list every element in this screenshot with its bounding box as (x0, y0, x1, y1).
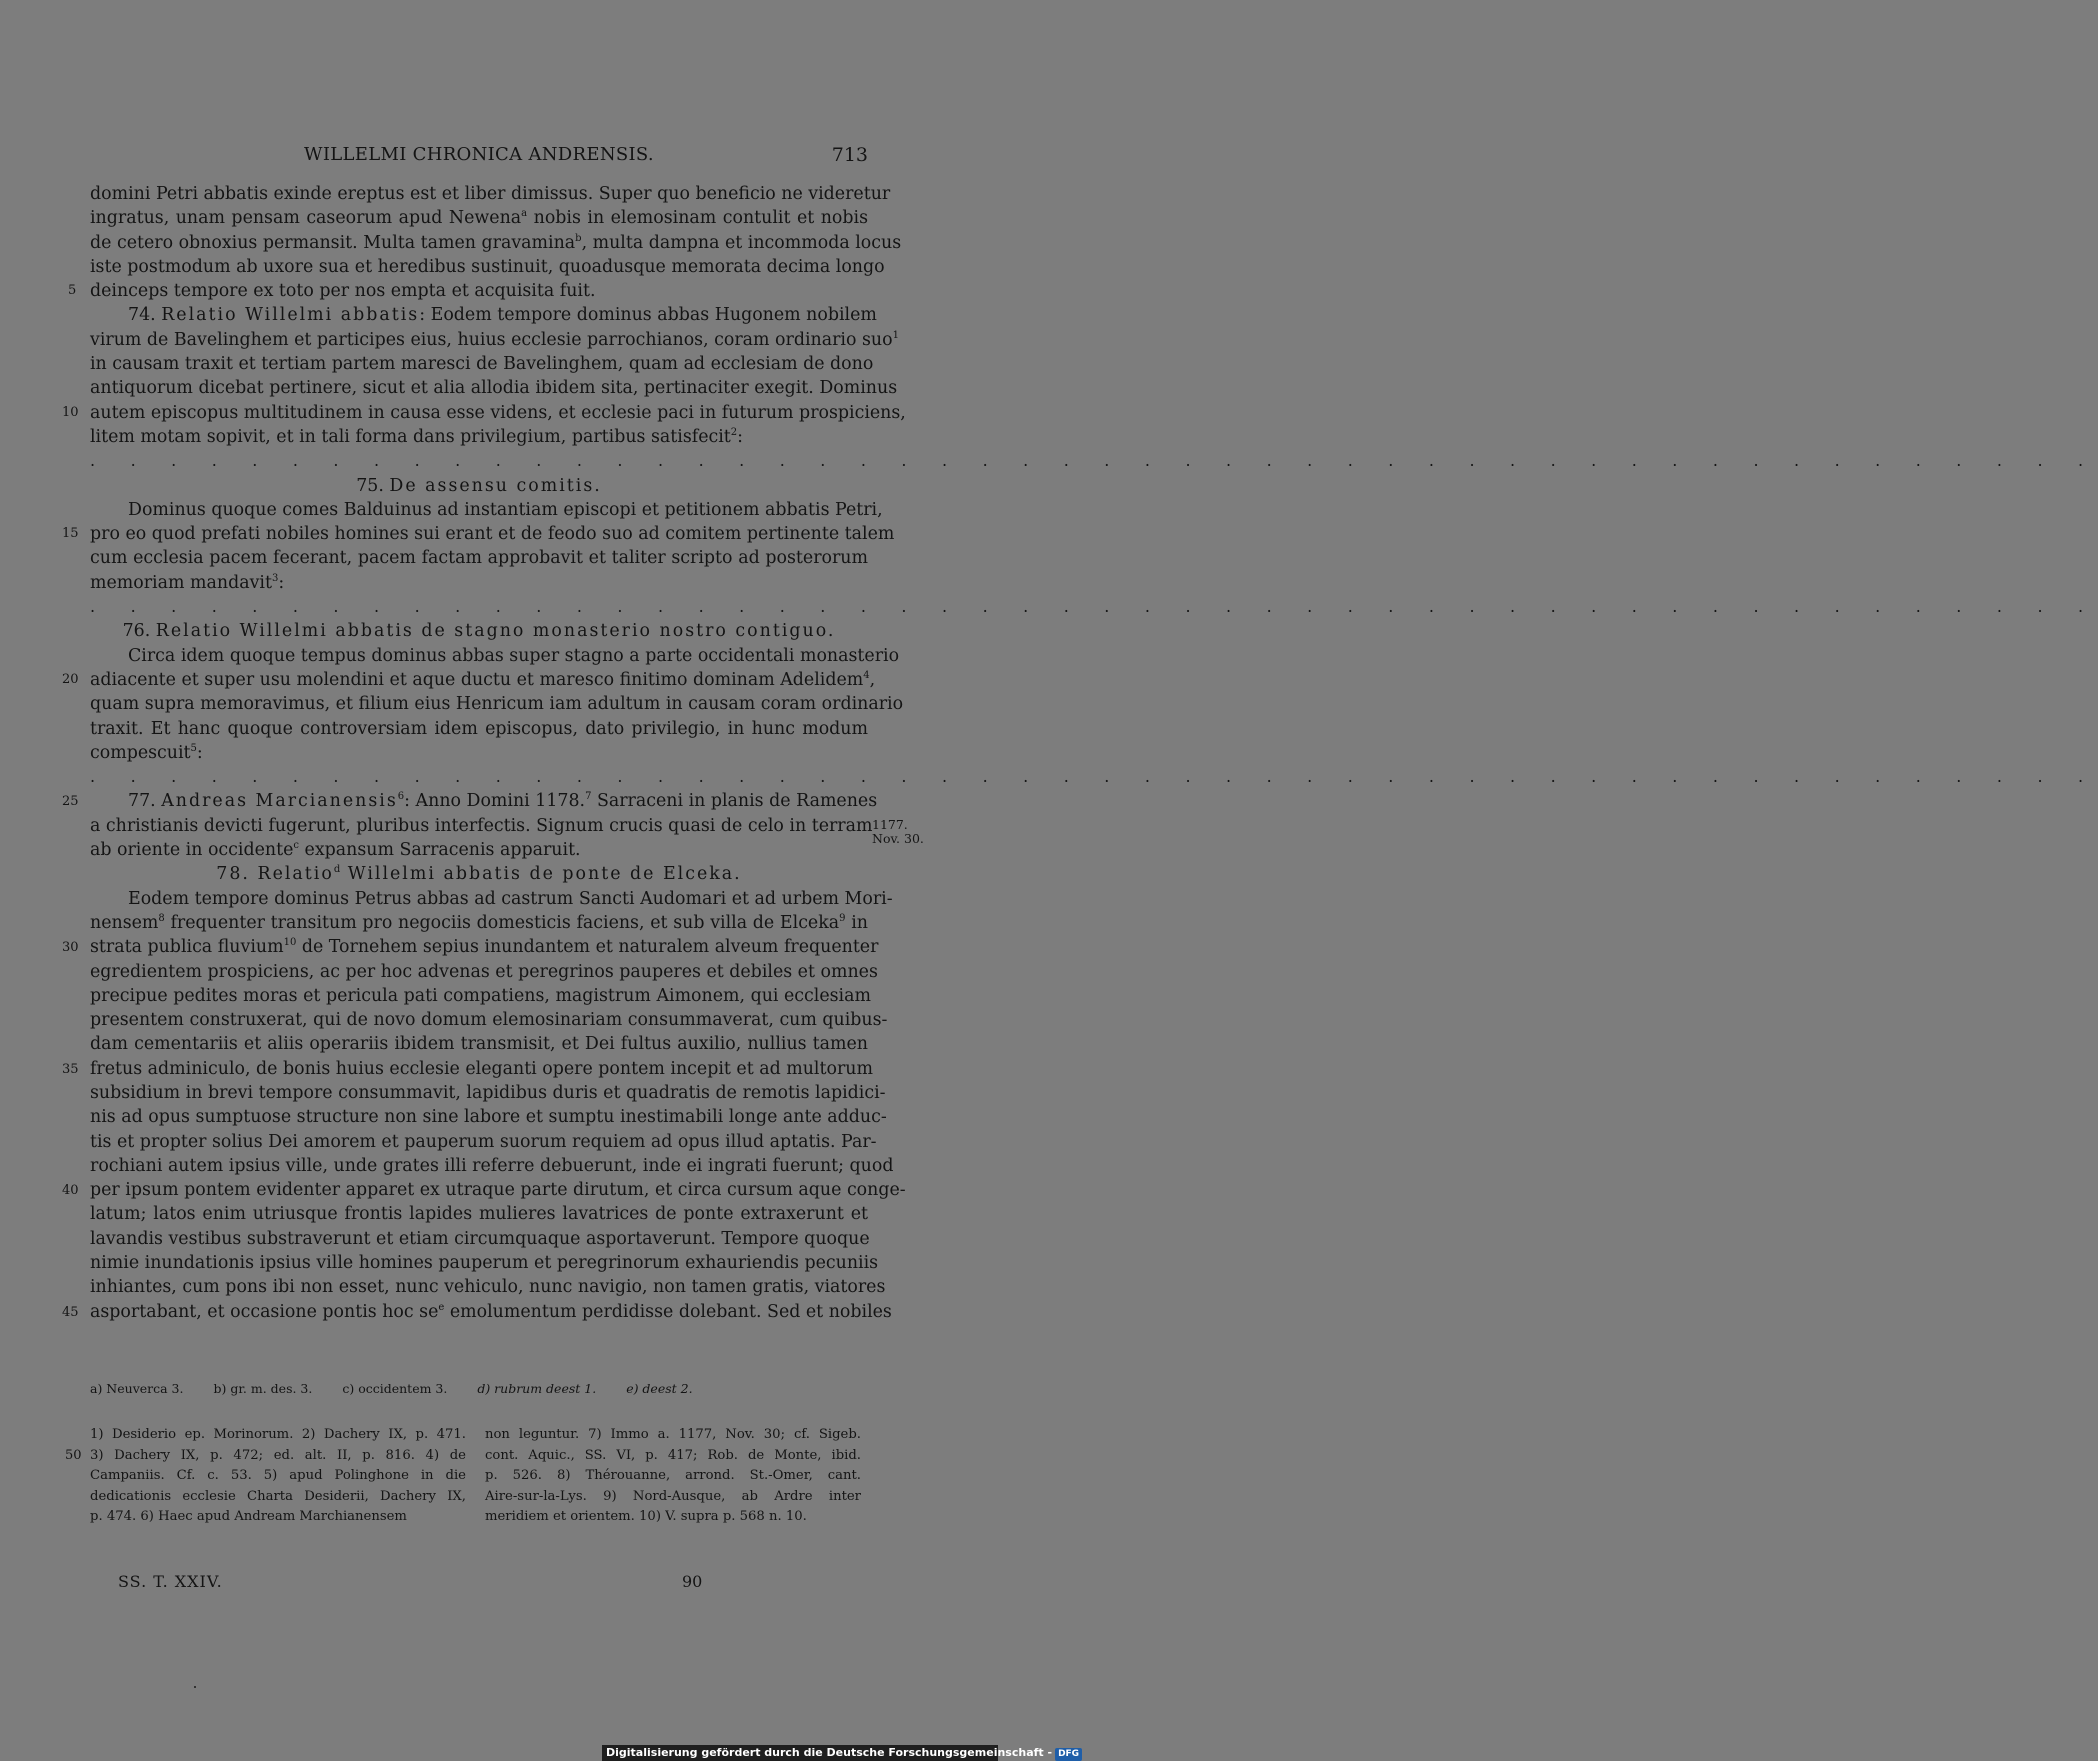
footnote-line: 1) Desiderio ep. Morinorum. 2) Dachery IX, p. 471. (90, 1427, 466, 1442)
text-span: , multa dampna et incommoda locus (581, 232, 902, 253)
text-span: : Eodem tempore dominus abbas Hugonem nobilem (419, 305, 877, 326)
volume-signature: SS. T. XXIV. (118, 1572, 223, 1591)
text-line: per ipsum pontem evidenter apparet ex utraque parte dirutum, et circa cursum aque conge- (90, 1180, 906, 1201)
text-span: nobis in elemosinam contulit et nobis (527, 208, 868, 229)
apparatus-note: c) occidentem 3. (342, 1381, 448, 1396)
section-78 (90, 862, 906, 1324)
section-number: 76. (122, 621, 151, 642)
line-number: 50 (65, 1447, 82, 1463)
running-title: WILLELMI CHRONICA ANDRENSIS. (304, 144, 654, 165)
ellipsis-line: . . . . . . . . . . . . . . . . . . . . . . . . . . . . . . . . . . . . . . . . . . . . . . . . . . (90, 597, 2098, 617)
text-line: nimie inundationis ipsius ville homines pauperum et peregrinorum exhauriendis pecuniis (90, 1253, 879, 1274)
text-span: nensem (90, 912, 159, 933)
text-span: : Anno Domini 1178. (404, 791, 586, 812)
text-line: subsidium in brevi tempore consummavit, lapidibus duris et quadratis de remotis lapidici- (90, 1082, 886, 1103)
footnote-ref: 2 (730, 427, 738, 439)
heading-label: Willelmi abbatis de ponte de Elceka. (340, 864, 742, 885)
footnote-line: p. 474. 6) Haec apud Andream Marchianensem (90, 1509, 407, 1524)
text-line: presentem construxerat, qui de novo domum elemosinariam consummaverat, cum quibus- (90, 1010, 888, 1031)
footnote-ref: 10 (283, 937, 297, 949)
text-line: fretus adminiculo, de bonis huius ecclesie eleganti opere pontem incepit et ad multorum (90, 1058, 873, 1079)
line-number: 5 (68, 283, 77, 298)
footnote-ref: 3 (271, 572, 279, 584)
text-span: de cetero obnoxius permansit. Multa tamen gravamina (90, 232, 576, 253)
text-span: ab oriente in occidente (90, 840, 294, 861)
text-span: : (196, 742, 203, 763)
text-span: expansum Sarracenis apparuit. (299, 840, 581, 861)
text-line (90, 741, 868, 765)
digitization-credit (602, 1745, 1080, 1761)
text-line (90, 571, 868, 595)
text-span: frequenter transitum pro negociis domesticis faciens, et sub villa de Elceka (164, 912, 840, 933)
footnote-ref: a (521, 208, 528, 220)
text-line: autem episcopus multitudinem in causa esse videns, et ecclesie paci in futurum prospiciens, (90, 402, 906, 423)
footnote-line: cont. Aquic., SS. VI, p. 417; Rob. de Monte, ibid. (485, 1447, 861, 1463)
text-line (90, 1300, 892, 1324)
footnote-line: p. 526. 8) Thérouanne, arrond. St.-Omer, cant. (485, 1468, 861, 1483)
page-header (90, 144, 868, 172)
heading-label: 78. Relatio (216, 864, 334, 885)
footnote-ref: d (333, 864, 341, 876)
text-line (90, 668, 876, 692)
text-line: antiquorum dicebat pertinere, sicut et alia allodia ibidem sita, pertinaciter exegit. Dominus (90, 378, 898, 399)
text-span: virum de Bavelinghem et participes eius, huius ecclesie parrochianos, coram ordinario suo (90, 329, 893, 350)
text-line: dam cementariis et aliis operariis ibidem transmisit, et Dei fultus auxilio, nullius tamen (90, 1034, 868, 1055)
heading-label: De assensu comitis. (389, 475, 602, 496)
dfg-logo-icon: DFG (1055, 1748, 1082, 1761)
text-span: adiacente et super usu molendini et aque ductu et maresco finitimo dominam Adelidem (90, 669, 864, 690)
footnote-ref: c (293, 840, 299, 852)
margin-year: 1177. (872, 817, 908, 832)
text-span: : (737, 426, 744, 447)
footnote-ref: 9 (839, 913, 846, 925)
section-number: 75. (356, 475, 384, 496)
text-line (90, 231, 902, 255)
text-line: iste postmodum ab uxore sua et heredibus sustinuit, quoadusque memorata decima longo (90, 256, 885, 277)
text-line: quam supra memoravimus, et filium eius Henricum iam adultum in causam coram ordinario (90, 694, 904, 715)
footnote-line: meridiem et orientem. 10) V. supra p. 568 n. 10. (485, 1509, 807, 1524)
apparatus-note: d) rubrum deest 1. (477, 1381, 597, 1396)
line-number: 15 (62, 526, 79, 541)
text-span: compescuit (90, 742, 191, 763)
text-line (90, 328, 899, 352)
section-76 (90, 619, 2098, 789)
text-span: asportabant, et occasione pontis hoc se (90, 1301, 439, 1322)
text-line: inhiantes, cum pons ibi non esset, nunc vehiculo, nunc navigio, non tamen gratis, viatores (90, 1277, 886, 1298)
text-line (90, 838, 868, 862)
text-span: de Tornehem sepius inundantem et naturalem alveum frequenter (296, 937, 879, 958)
text-line: lavandis vestibus substraverunt et etiam circumquaque asportaverunt. Tempore quoque (90, 1228, 870, 1249)
page-number: 713 (831, 144, 868, 166)
line-number: 30 (62, 940, 79, 955)
text-line (90, 206, 868, 230)
footnote-ref: 6 (397, 791, 405, 803)
footnote-column-left (90, 1425, 466, 1528)
text-line: deinceps tempore ex toto per nos empta et acquisita fuit. (90, 281, 596, 302)
text-span: strata publica fluvium (90, 937, 284, 958)
text-line: rochiani autem ipsius ville, unde grates illi referre debuerunt, inde ei ingrati fuerunt; quod (90, 1155, 894, 1176)
footnote-ref: b (575, 232, 582, 244)
section-74 (90, 303, 2098, 473)
heading-label: Relatio Willelmi abbatis de stagno monasterio nostro contiguo. (155, 621, 836, 642)
section-75 (90, 474, 2098, 620)
text-span: in (845, 912, 868, 933)
line-number: 25 (62, 794, 79, 809)
text-line: nis ad opus sumptuose structure non sine labore et sumptu inestimabili longe ante adduc- (90, 1107, 887, 1128)
text-span: emolumentum perdidisse dolebant. Sed et nobiles (449, 1301, 892, 1322)
text-line: a christianis devicti fugerunt, pluribus interfectis. Signum crucis quasi de celo in terram (90, 815, 873, 836)
apparatus-note: b) gr. m. des. 3. (213, 1381, 313, 1396)
footnote-line: Campaniis. Cf. c. 53. 5) apud Polinghone in die (90, 1468, 466, 1483)
footnote-ref: 1 (892, 329, 899, 341)
text-line: precipue pedites moras et pericula pati compatiens, magistrum Aimonem, qui ecclesiam (90, 985, 871, 1006)
text-line (90, 911, 868, 935)
text-line (90, 935, 879, 959)
text-span: , (869, 669, 876, 690)
section-heading: Relatio Willelmi abbatis (161, 305, 420, 326)
text-line (90, 303, 877, 327)
text-span: litem motam sopivit, et in tali forma dans privilegium, partibus satisfecit (90, 426, 731, 447)
line-number: 10 (62, 405, 79, 420)
footnote-ref: e (438, 1301, 445, 1313)
line-number: 20 (62, 672, 79, 687)
footnote-line: Aire-sur-la-Lys. 9) Nord-Ausque, ab Ardre inter (485, 1488, 861, 1504)
section-heading (90, 619, 868, 643)
text-line: latum; latos enim utriusque frontis lapides mulieres lavatrices de ponte extraxerunt et (90, 1204, 868, 1225)
footnote-column-right (485, 1425, 861, 1528)
critical-apparatus (90, 1381, 868, 1396)
sheet-number: 90 (682, 1572, 703, 1591)
footnote-ref: 5 (190, 743, 197, 755)
text-span: : (278, 572, 285, 593)
footnote-ref: 8 (158, 913, 165, 925)
text-span: Sarraceni in planis de Ramenes (591, 791, 878, 812)
scan-speck (194, 1686, 196, 1688)
line-number: 45 (62, 1305, 79, 1320)
text-line: Circa idem quoque tempus dominus abbas super stagno a parte occidentali monasterio (128, 645, 900, 666)
text-line (90, 789, 878, 813)
apparatus-note: a) Neuverca 3. (90, 1381, 184, 1396)
text-line: Dominus quoque comes Balduinus ad instantiam episcopi et petitionem abbatis Petri, (128, 499, 883, 520)
section-heading: Andreas Marcianensis (161, 791, 398, 812)
ellipsis-line: . . . . . . . . . . . . . . . . . . . . . . . . . . . . . . . . . . . . . . . . . . . . . . . . . . (90, 767, 2098, 787)
paragraph-continuation (90, 182, 902, 303)
margin-date: Nov. 30. (872, 831, 924, 846)
section-number: 77. (128, 791, 156, 812)
text-span: memoriam mandavit (90, 572, 272, 593)
credit-text: Digitalisierung gefördert durch die Deutsche Forschungsgemeinschaft - (606, 1746, 1053, 1759)
text-line: egredientem prospiciens, ac per hoc advenas et peregrinos pauperes et debiles et omnes (90, 961, 878, 982)
text-line: in causam traxit et tertiam partem maresci de Bavelinghem, quam ad ecclesiam de dono (90, 354, 874, 375)
footnote-line: 3) Dachery IX, p. 472; ed. alt. II, p. 816. 4) de (90, 1447, 466, 1463)
text-line: traxit. Et hanc quoque controversiam idem episcopus, dato privilegio, in hunc modum (90, 718, 868, 739)
section-number: 74. (128, 305, 156, 326)
footnote-ref: 4 (863, 670, 870, 682)
text-line: domini Petri abbatis exinde ereptus est et liber dimissus. Super quo beneficio ne videretur (90, 184, 891, 204)
text-line: tis et propter solius Dei amorem et pauperum suorum requiem ad opus illud aptatis. Par- (90, 1131, 877, 1152)
section-77 (90, 789, 878, 862)
footnote-line: dedicationis ecclesie Charta Desiderii, Dachery IX, (90, 1488, 466, 1504)
text-line (90, 425, 868, 449)
footnote-line: non leguntur. 7) Immo a. 1177, Nov. 30; cf. Sigeb. (485, 1427, 861, 1442)
section-heading (90, 862, 868, 886)
section-heading (90, 474, 868, 498)
line-number: 35 (62, 1062, 79, 1077)
ellipsis-line: . . . . . . . . . . . . . . . . . . . . . . . . . . . . . . . . . . . . . . . . . . . . . . . . . . (90, 451, 2098, 471)
apparatus-note: e) deest 2. (626, 1381, 693, 1396)
margin-date-note (872, 818, 924, 846)
text-line: Eodem tempore dominus Petrus abbas ad castrum Sancti Audomari et ad urbem Mori- (128, 888, 893, 909)
text-line: pro eo quod prefati nobiles homines sui erant et de feodo suo ad comitem pertinente talem (90, 524, 895, 545)
text-span: ingratus, unam pensam caseorum apud Newena (90, 208, 522, 229)
line-number: 40 (62, 1183, 79, 1198)
footnote-ref: 7 (585, 791, 592, 803)
text-line: cum ecclesia pacem fecerant, pacem factam approbavit et taliter scripto ad posterorum (90, 548, 868, 569)
